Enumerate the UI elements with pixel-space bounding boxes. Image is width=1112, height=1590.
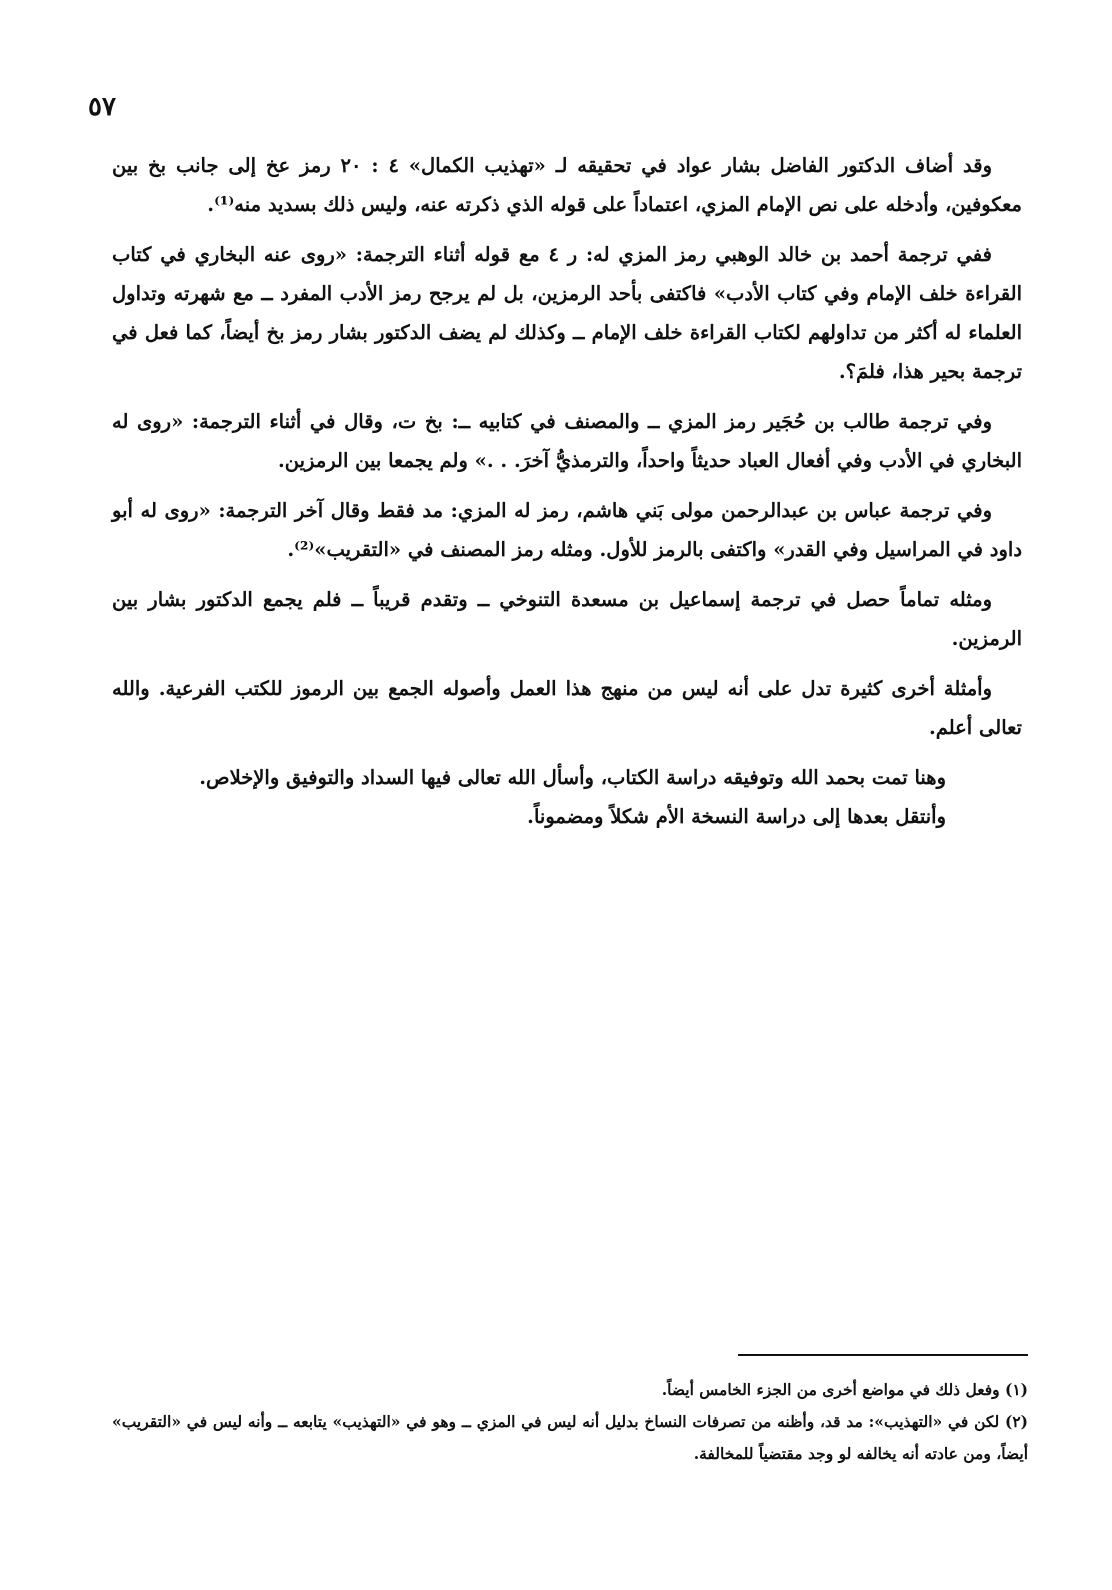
paragraph: وفي ترجمة عباس بن عبدالرحمن مولى بَني هاشم، رمز له المزي: مد فقط وقال آخر الترجمة: «روى له أبو داود في المراسيل وفي القدر» واكتفى بالرمز للأول. ومثله رمز المصنف في «التقريب»⁽²⁾. bbox=[112, 499, 1022, 561]
paragraph: ففي ترجمة أحمد بن خالد الوهبي رمز المزي له: ر ٤ مع قوله أثناء الترجمة: «روى عنه البخاري في كتاب القراءة خلف الإمام وفي كتاب الأدب» فاكتفى بأحد الرمزين، بل لم يرجح رمز الأدب المفرد ــ مع شهرته وتداول العلماء له أكثر من تداولهم لكتاب القراءة خلف الإمام ــ وكذلك لم يضف الدكتور بشار رمز بخ أيضاً، كما فعل في ترجمة بحير هذا، فلمَ؟. bbox=[112, 243, 1022, 383]
footnotes bbox=[112, 1374, 1028, 1470]
paragraph: وأمثلة أخرى كثيرة تدل على أنه ليس من منهج هذا العمل وأصوله الجمع بين الرموز للكتب الفرعية. والله تعالى أعلم. bbox=[112, 677, 1022, 739]
footnote-divider bbox=[738, 1354, 1028, 1356]
paragraph: وفي ترجمة طالب بن حُجَير رمز المزي ــ والمصنف في كتابيه ــ: بخ ت، وقال في أثناء الترجمة: «روى له البخاري في الأدب وفي أفعال العباد حديثاً واحداً، والترمذيُّ آخرَ. . .» ولم يجمعا بين الرمزين. bbox=[112, 410, 1022, 472]
closing-line: وأنتقل بعدها إلى دراسة النسخة الأم شكلاً ومضموناً. bbox=[527, 805, 946, 828]
main-text bbox=[112, 146, 1022, 836]
closing-line: وهنا تمت بحمد الله وتوفيقه دراسة الكتاب، وأسأل الله تعالى فيها السداد والتوفيق والإخلاص. bbox=[199, 766, 946, 789]
footnote-2: (٢) لكن في «التهذيب»: مد قد، وأظنه من تصرفات النساخ بدليل أنه ليس في المزي ــ وهو في «التهذيب» يتابعه ــ وأنه ليس في «التقريب» أيضاً، ومن عادته أنه يخالفه لو وجد مقتضياً للمخالفة. bbox=[112, 1412, 1028, 1463]
paragraph: وقد أضاف الدكتور الفاضل بشار عواد في تحقيقه لـ «تهذيب الكمال» ٤ : ٢٠ رمز عخ إلى جانب بخ بين معكوفين، وأدخله على نص الإمام المزي، اعتماداً على قوله الذي ذكرته عنه، وليس ذلك بسديد منه⁽¹⁾. bbox=[112, 154, 1022, 216]
footnote-1: (١) وفعل ذلك في مواضع أخرى من الجزء الخامس أيضاً. bbox=[661, 1380, 1028, 1399]
page-number: ٥٧ bbox=[88, 92, 116, 122]
paragraph: ومثله تماماً حصل في ترجمة إسماعيل بن مسعدة التنوخي ــ وتقدم قريباً ــ فلم يجمع الدكتور بشار بين الرمزين. bbox=[112, 588, 1022, 650]
